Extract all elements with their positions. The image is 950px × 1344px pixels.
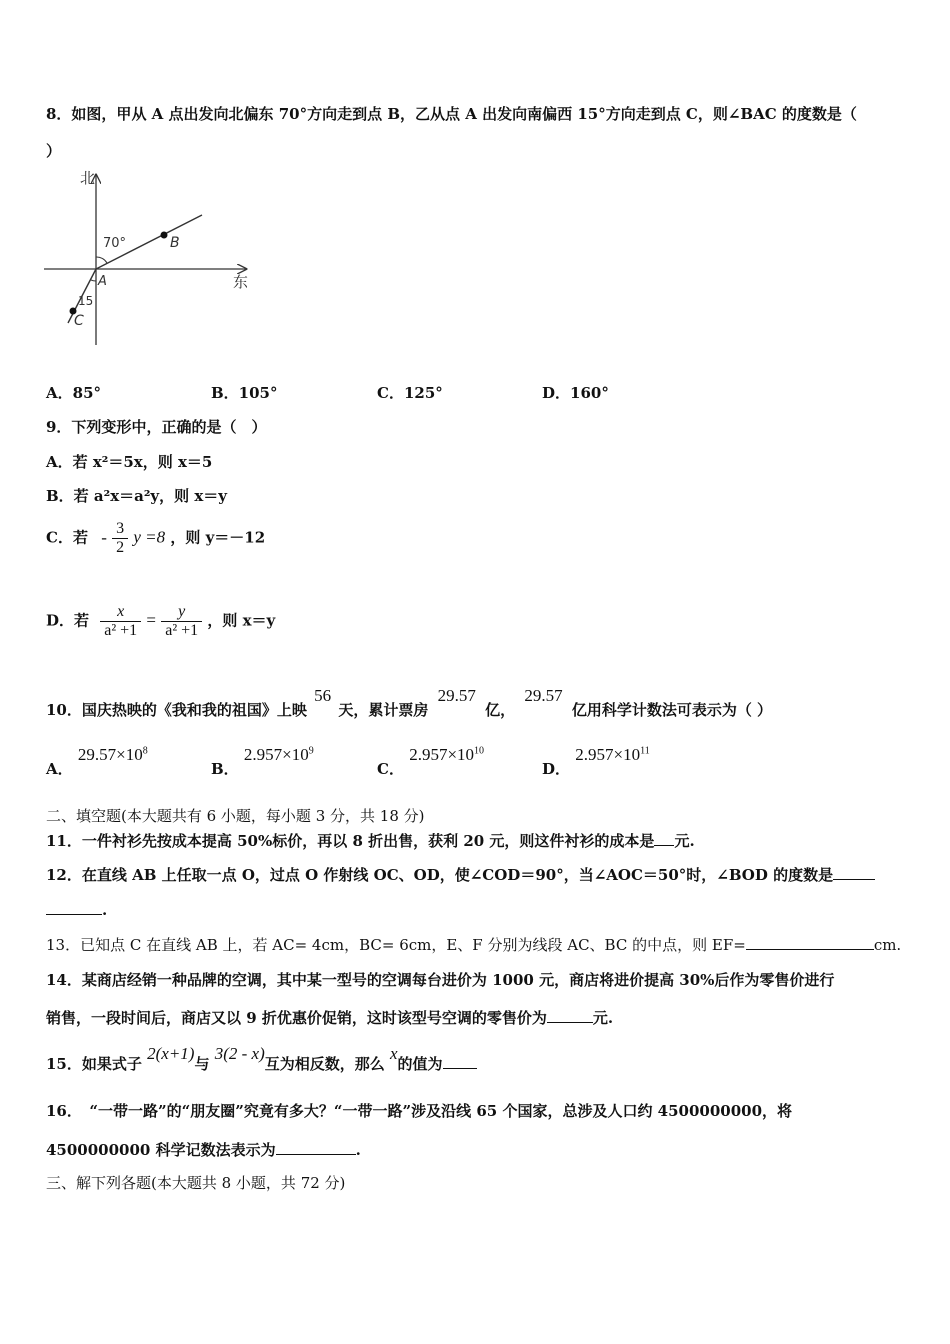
q10-days: 56 [314, 686, 332, 705]
q10-a-mantissa: 29.57 [77, 745, 117, 764]
q10-a-times: ×10 [116, 745, 143, 764]
q13-blank [746, 935, 874, 950]
q9-d-suffix: ，则 x＝y [207, 611, 276, 630]
q9-option-d [46, 603, 275, 640]
q14-line2 [46, 1007, 613, 1028]
q10-part1: 10．国庆热映的《我和我的祖国》上映 [46, 701, 307, 719]
point-b-label: B [170, 235, 180, 251]
q8-close: ） [46, 142, 62, 160]
q12-period: . [102, 901, 108, 919]
q10-b-mantissa: 2.957 [243, 745, 283, 764]
q9-option-b: B．若 a²x＝a²y，则 x＝y [46, 487, 228, 505]
q10-d-times: ×10 [613, 745, 641, 764]
q16-line2 [46, 1139, 361, 1160]
q10-part3: 亿， [485, 701, 516, 719]
q9-d-den2: a² +1 [165, 622, 199, 639]
q11-text: 11．一件衬衫先按成本提高 50%标价，再以 8 折出售，获利 20 元，则这件衬衫的成本是 [46, 832, 655, 850]
q9-stem: 9．下列变形中，正确的是（ ） [46, 418, 267, 436]
q10-option-a [46, 744, 148, 778]
q9-d-fraction-left [100, 603, 141, 640]
q10-c-times: ×10 [447, 745, 475, 764]
angle-arc-15 [91, 280, 96, 281]
q10-part2: 天，累计票房 [338, 701, 429, 719]
q12-blank-2 [46, 900, 102, 915]
angle-70-label: 70° [103, 236, 127, 251]
q15-blank [443, 1054, 477, 1069]
q15-expr1: 2(x+1) [147, 1044, 195, 1063]
point-c-label: C [74, 313, 84, 329]
point-a-label: A [98, 274, 107, 289]
q12 [46, 864, 875, 885]
q8-option-c: C．125° [377, 384, 443, 402]
angle-arc-70 [96, 257, 107, 263]
q10-a-label: A． [46, 760, 73, 778]
q9-c-equation: y =8 [133, 527, 166, 547]
q9-c-num: 3 [112, 520, 128, 539]
q10-b-exponent: 9 [308, 745, 314, 757]
q10-d-exponent: 11 [640, 745, 650, 757]
q16-period: . [355, 1141, 361, 1159]
q9-d-fraction-right [161, 603, 202, 640]
q10-c-label: C． [377, 760, 404, 778]
q15-part-a: 15．如果式子 [46, 1055, 142, 1073]
q12-text: 12．在直线 AB 上任取一点 O，过点 O 作射线 OC、OD，使∠COD＝90°，当∠AOC＝50°时，∠BOD 的度数是 [46, 866, 834, 884]
q15-var: x [389, 1044, 398, 1063]
q10-stem [46, 685, 773, 719]
q8-figure [40, 165, 270, 350]
q9-c-den: 2 [116, 539, 125, 556]
q9-d-num2: y [161, 603, 202, 622]
section-2-heading: 二、填空题(本大题共有 6 小题，每小题 3 分，共 18 分) [46, 807, 425, 825]
q13-unit: cm. [873, 936, 902, 954]
q10-option-b [211, 744, 314, 778]
q10-b-label: B． [211, 760, 239, 778]
q9-c-prefix: C．若 [46, 528, 88, 547]
q10-option-d [542, 744, 650, 778]
q16-line1: 16． “一带一路”的“朋友圈”究竟有多大？“一带一路”涉及沿线 65 个国家，总涉及人口约 4500000000，将 [46, 1102, 793, 1120]
q14-line1: 14．某商店经销一种品牌的空调，其中某一型号的空调每台进价为 1000 元，商店将进价提高 30%后作为零售价进行 [46, 971, 835, 989]
q9-d-num1: x [100, 603, 141, 622]
q9-option-c [46, 520, 265, 557]
q12-blank-1 [833, 865, 875, 880]
q11 [46, 830, 695, 851]
east-label: 东 [233, 273, 249, 291]
q10-d-mantissa: 2.957 [575, 745, 614, 764]
section-3-heading: 三、解下列各题(本大题共 8 小题，共 72 分) [46, 1174, 346, 1192]
q9-option-a: A．若 x²＝5x，则 x＝5 [46, 453, 213, 471]
q10-a-exponent: 8 [142, 745, 148, 757]
q10-option-c [377, 744, 485, 778]
q13-text: 13．已知点 C 在直线 AB 上，若 AC= 4cm，BC= 6cm，E、F 分别为线段 AC、BC 的中点，则 EF= [46, 936, 746, 954]
q10-box-office-2: 29.57 [524, 686, 563, 705]
q10-box-office: 29.57 [437, 686, 476, 705]
q8-option-b: B．105° [211, 384, 278, 402]
q13 [46, 934, 901, 955]
q11-unit: 元. [674, 832, 695, 850]
q10-d-label: D． [542, 760, 571, 778]
q10-part4: 亿用科学计数法可表示为（ ） [571, 701, 773, 719]
q9-d-den1: a² +1 [104, 622, 138, 639]
q10-c-exponent: 10 [474, 745, 485, 757]
q15-part-b: 与 [194, 1055, 210, 1073]
q8-option-a: A．85° [46, 384, 102, 402]
q9-c-suffix: ，则 y＝－12 [170, 528, 266, 547]
north-label: 北 [80, 169, 96, 187]
q14-blank [547, 1008, 593, 1023]
q15 [46, 1043, 477, 1073]
q14-text: 销售，一段时间后，商店又以 9 折优惠价促销，这时该型号空调的零售价为 [46, 1009, 547, 1027]
q8-stem [46, 103, 857, 124]
q8-text: 8．如图，甲从 A 点出发向北偏东 70°方向走到点 B，乙从点 A 出发向南偏西 15°方向走到点 C，则∠BAC 的度数是（ [46, 105, 857, 123]
q9-c-fraction [112, 520, 128, 557]
q10-c-mantissa: 2.957 [409, 745, 448, 764]
q9-c-minus: - [101, 527, 107, 547]
q15-part-c: 互为相反数，那么 [264, 1055, 385, 1073]
q9-d-prefix: D．若 [46, 611, 90, 630]
angle-15-label: 15 [78, 294, 94, 308]
q8-option-d: D．160° [542, 384, 609, 402]
q16-text: 4500000000 科学记数法表示为 [46, 1141, 276, 1159]
q12-line2 [46, 900, 107, 919]
point-b-dot [161, 232, 168, 239]
q15-part-d: 的值为 [397, 1055, 443, 1073]
q14-unit: 元. [592, 1009, 614, 1027]
q11-blank [654, 831, 674, 846]
q15-expr2: 3(2 - x) [214, 1044, 265, 1063]
q10-b-times: ×10 [282, 745, 309, 764]
q9-d-equals: = [146, 610, 156, 630]
q16-blank [276, 1140, 356, 1155]
